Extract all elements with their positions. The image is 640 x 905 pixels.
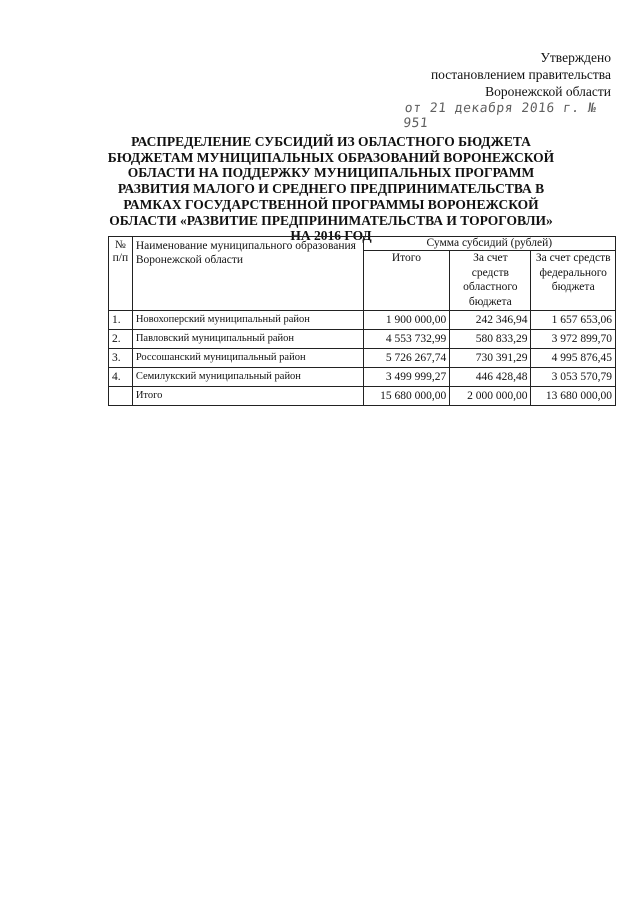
row-federal: 4 995 876,45	[531, 349, 616, 368]
total-label: Итого	[132, 387, 363, 406]
total-federal: 13 680 000,00	[531, 387, 616, 406]
table-total-row	[109, 387, 616, 406]
row-regional: 242 346,94	[450, 311, 531, 330]
table-row	[109, 368, 616, 387]
row-federal: 1 657 653,06	[531, 311, 616, 330]
header-regional: За счет средств областного бюджета	[450, 251, 531, 311]
row-regional: 580 833,29	[450, 330, 531, 349]
row-total: 3 499 999,27	[363, 368, 450, 387]
approval-date-stamp: от 21 декабря 2016 г. № 951	[402, 101, 598, 131]
row-total: 4 553 732,99	[363, 330, 450, 349]
header-total: Итого	[363, 251, 450, 311]
row-name: Павловский муниципальный район	[132, 330, 363, 349]
row-federal: 3 053 570,79	[531, 368, 616, 387]
header-num: № п/п	[109, 237, 133, 311]
approval-block	[431, 49, 611, 100]
row-num: 1.	[109, 311, 133, 330]
row-num: 2.	[109, 330, 133, 349]
subsidies-table	[108, 236, 616, 406]
row-num: 3.	[109, 349, 133, 368]
row-name: Семилукский муниципальный район	[132, 368, 363, 387]
row-total: 5 726 267,74	[363, 349, 450, 368]
row-regional: 446 428,48	[450, 368, 531, 387]
row-num: 4.	[109, 368, 133, 387]
approval-line: Воронежской области	[485, 84, 611, 99]
total-regional: 2 000 000,00	[450, 387, 531, 406]
row-name: Россошанский муниципальный район	[132, 349, 363, 368]
header-federal: За счет средств федерального бюджета	[531, 251, 616, 311]
header-sum: Сумма субсидий (рублей)	[363, 237, 615, 251]
table-row	[109, 349, 616, 368]
total-num-cell	[109, 387, 133, 406]
table-header-row	[109, 237, 616, 251]
approval-line: постановлением правительства	[430, 67, 611, 82]
row-federal: 3 972 899,70	[531, 330, 616, 349]
table-row	[109, 311, 616, 330]
row-total: 1 900 000,00	[363, 311, 450, 330]
row-name: Новохоперский муниципальный район	[132, 311, 363, 330]
row-regional: 730 391,29	[450, 349, 531, 368]
approval-line: Утверждено	[540, 50, 611, 65]
document-title: РАСПРЕДЕЛЕНИЕ СУБСИДИЙ ИЗ ОБЛАСТНОГО БЮДЖЕТА БЮДЖЕТАМ МУНИЦИПАЛЬНЫХ ОБРАЗОВАНИЙ ВОРОНЕЖСКОЙ ОБЛАСТИ НА ПОДДЕРЖКУ МУНИЦИПАЛЬНЫХ ПРОГРАММ РАЗВИТИЯ МАЛОГО И СРЕДНЕГО ПРЕДПРИНИМАТЕЛЬСТВА В РАМКАХ ГОСУДАРСТВЕННОЙ ПРОГРАММЫ ВОРОНЕЖСКОЙ ОБЛАСТИ «РАЗВИТИЕ ПРЕДПРИНИМАТЕЛЬСТВА И ТОРОГОВЛИ» НА 2016 ГОД	[107, 134, 555, 244]
table-row	[109, 330, 616, 349]
total-sum: 15 680 000,00	[363, 387, 450, 406]
header-name: Наименование муниципального образования Воронежской области	[132, 237, 363, 311]
